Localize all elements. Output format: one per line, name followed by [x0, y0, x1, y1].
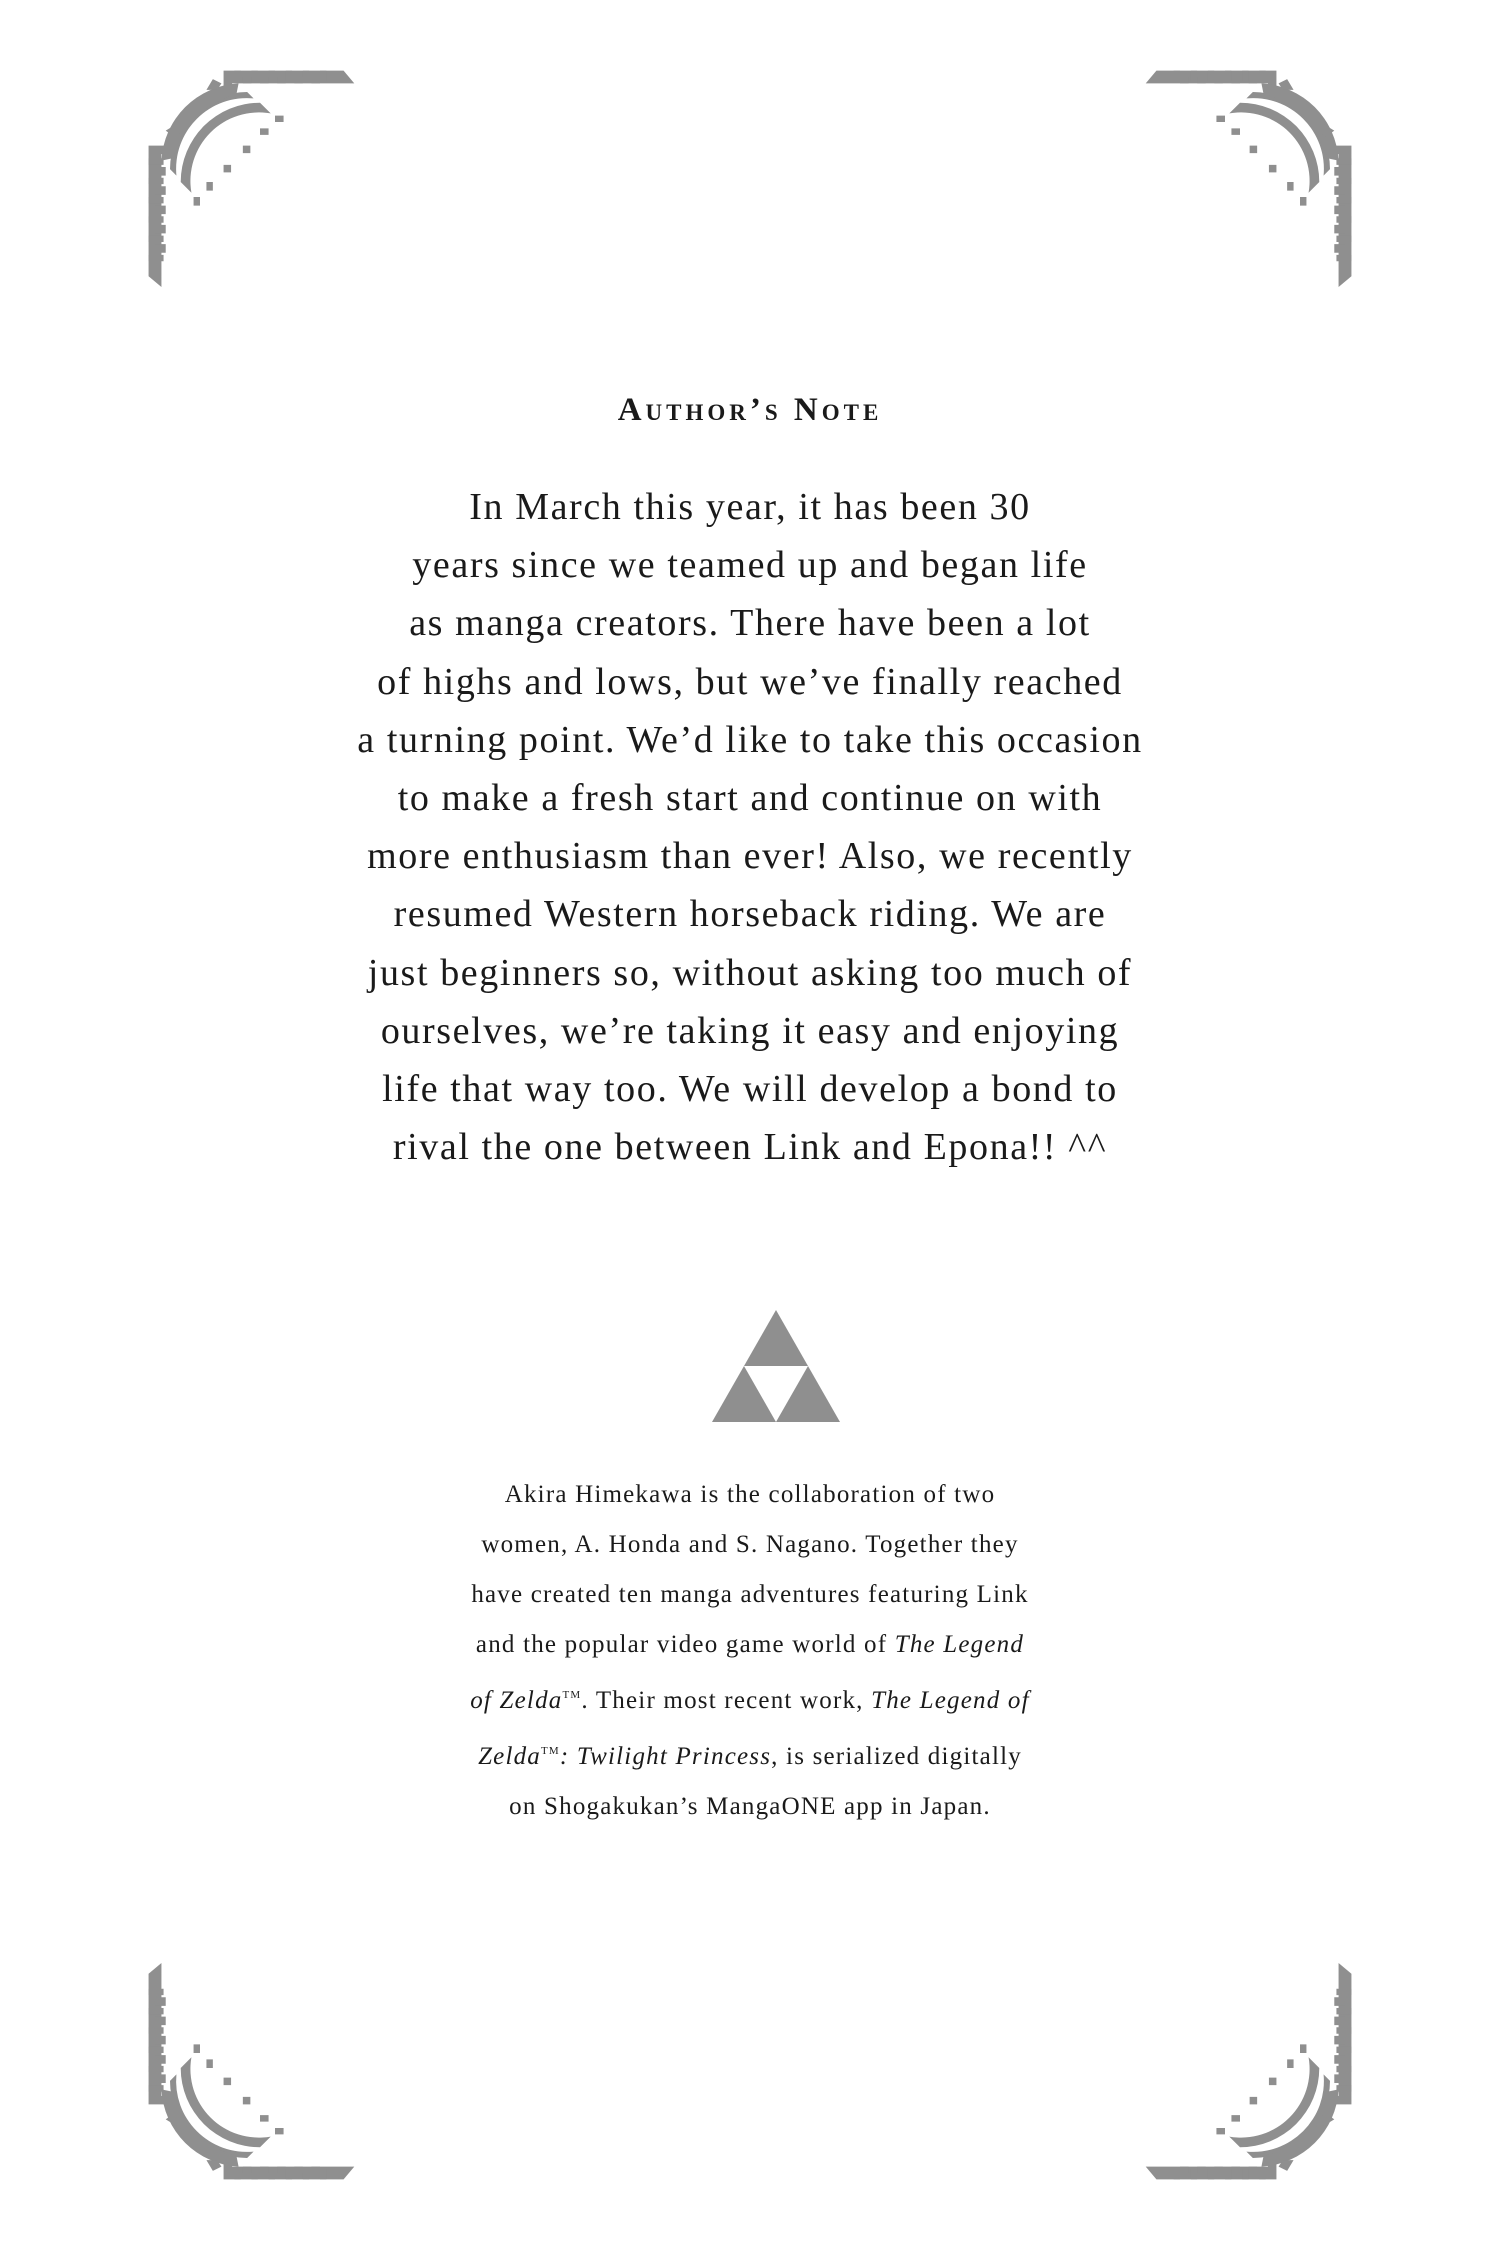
- corner-ornament-top-left: [140, 62, 365, 287]
- title-italic: The Legend: [894, 1631, 1025, 1658]
- title-italic: of Zelda: [470, 1687, 563, 1714]
- note-line: rival the one between Link and Epona!! ^^: [392, 1126, 1108, 1169]
- bio-line: [0, 1726, 1500, 1782]
- trademark: TM: [541, 1745, 560, 1757]
- note-line: In March this year, it has been 30: [469, 486, 1031, 528]
- note-line: more enthusiasm than ever! Also, we recently: [367, 835, 1133, 878]
- trademark: TM: [562, 1689, 582, 1701]
- note-line: to make a fresh start and continue on with: [397, 777, 1103, 820]
- corner-ornament-bottom-right: [1135, 1963, 1360, 2188]
- note-line: years since we teamed up and began life: [412, 544, 1088, 587]
- title-italic: : Twilight Princess: [559, 1743, 772, 1770]
- bio-line: Akira Himekawa is the collaboration of two: [504, 1481, 996, 1508]
- title-italic: Zelda: [478, 1743, 542, 1770]
- triforce-icon: [712, 1310, 840, 1422]
- text: , is serialized digitally: [771, 1743, 1022, 1770]
- bio-line: on Shogakukan’s MangaONE app in Japan.: [509, 1793, 991, 1820]
- note-line: ourselves, we’re taking it easy and enjoying: [380, 1009, 1120, 1052]
- text: . Their most recent work,: [581, 1687, 872, 1714]
- note-line: as manga creators. There have been a lot: [409, 602, 1091, 645]
- note-line: just beginners so, without asking too much of: [367, 951, 1133, 994]
- corner-ornament-top-right: [1135, 62, 1360, 287]
- author-note: [0, 478, 1500, 1176]
- note-line: life that way too. We will develop a bond to: [382, 1068, 1118, 1111]
- author-bio: [0, 1470, 1500, 1832]
- bio-line: have created ten manga adventures featuring Link: [471, 1581, 1029, 1608]
- note-line: resumed Western horseback riding. We are: [393, 893, 1107, 936]
- text: and the popular video game world of: [475, 1631, 895, 1658]
- title-italic: The Legend of: [871, 1687, 1030, 1714]
- bio-line: [0, 1670, 1500, 1726]
- corner-ornament-bottom-left: [140, 1963, 365, 2188]
- bio-line: women, A. Honda and S. Nagano. Together they: [481, 1531, 1019, 1558]
- page-title: Author’s Note: [617, 392, 883, 428]
- bio-line: [0, 1620, 1500, 1670]
- note-line: of highs and lows, but we’ve finally reached: [377, 660, 1123, 703]
- note-line: a turning point. We’d like to take this occasion: [357, 718, 1143, 761]
